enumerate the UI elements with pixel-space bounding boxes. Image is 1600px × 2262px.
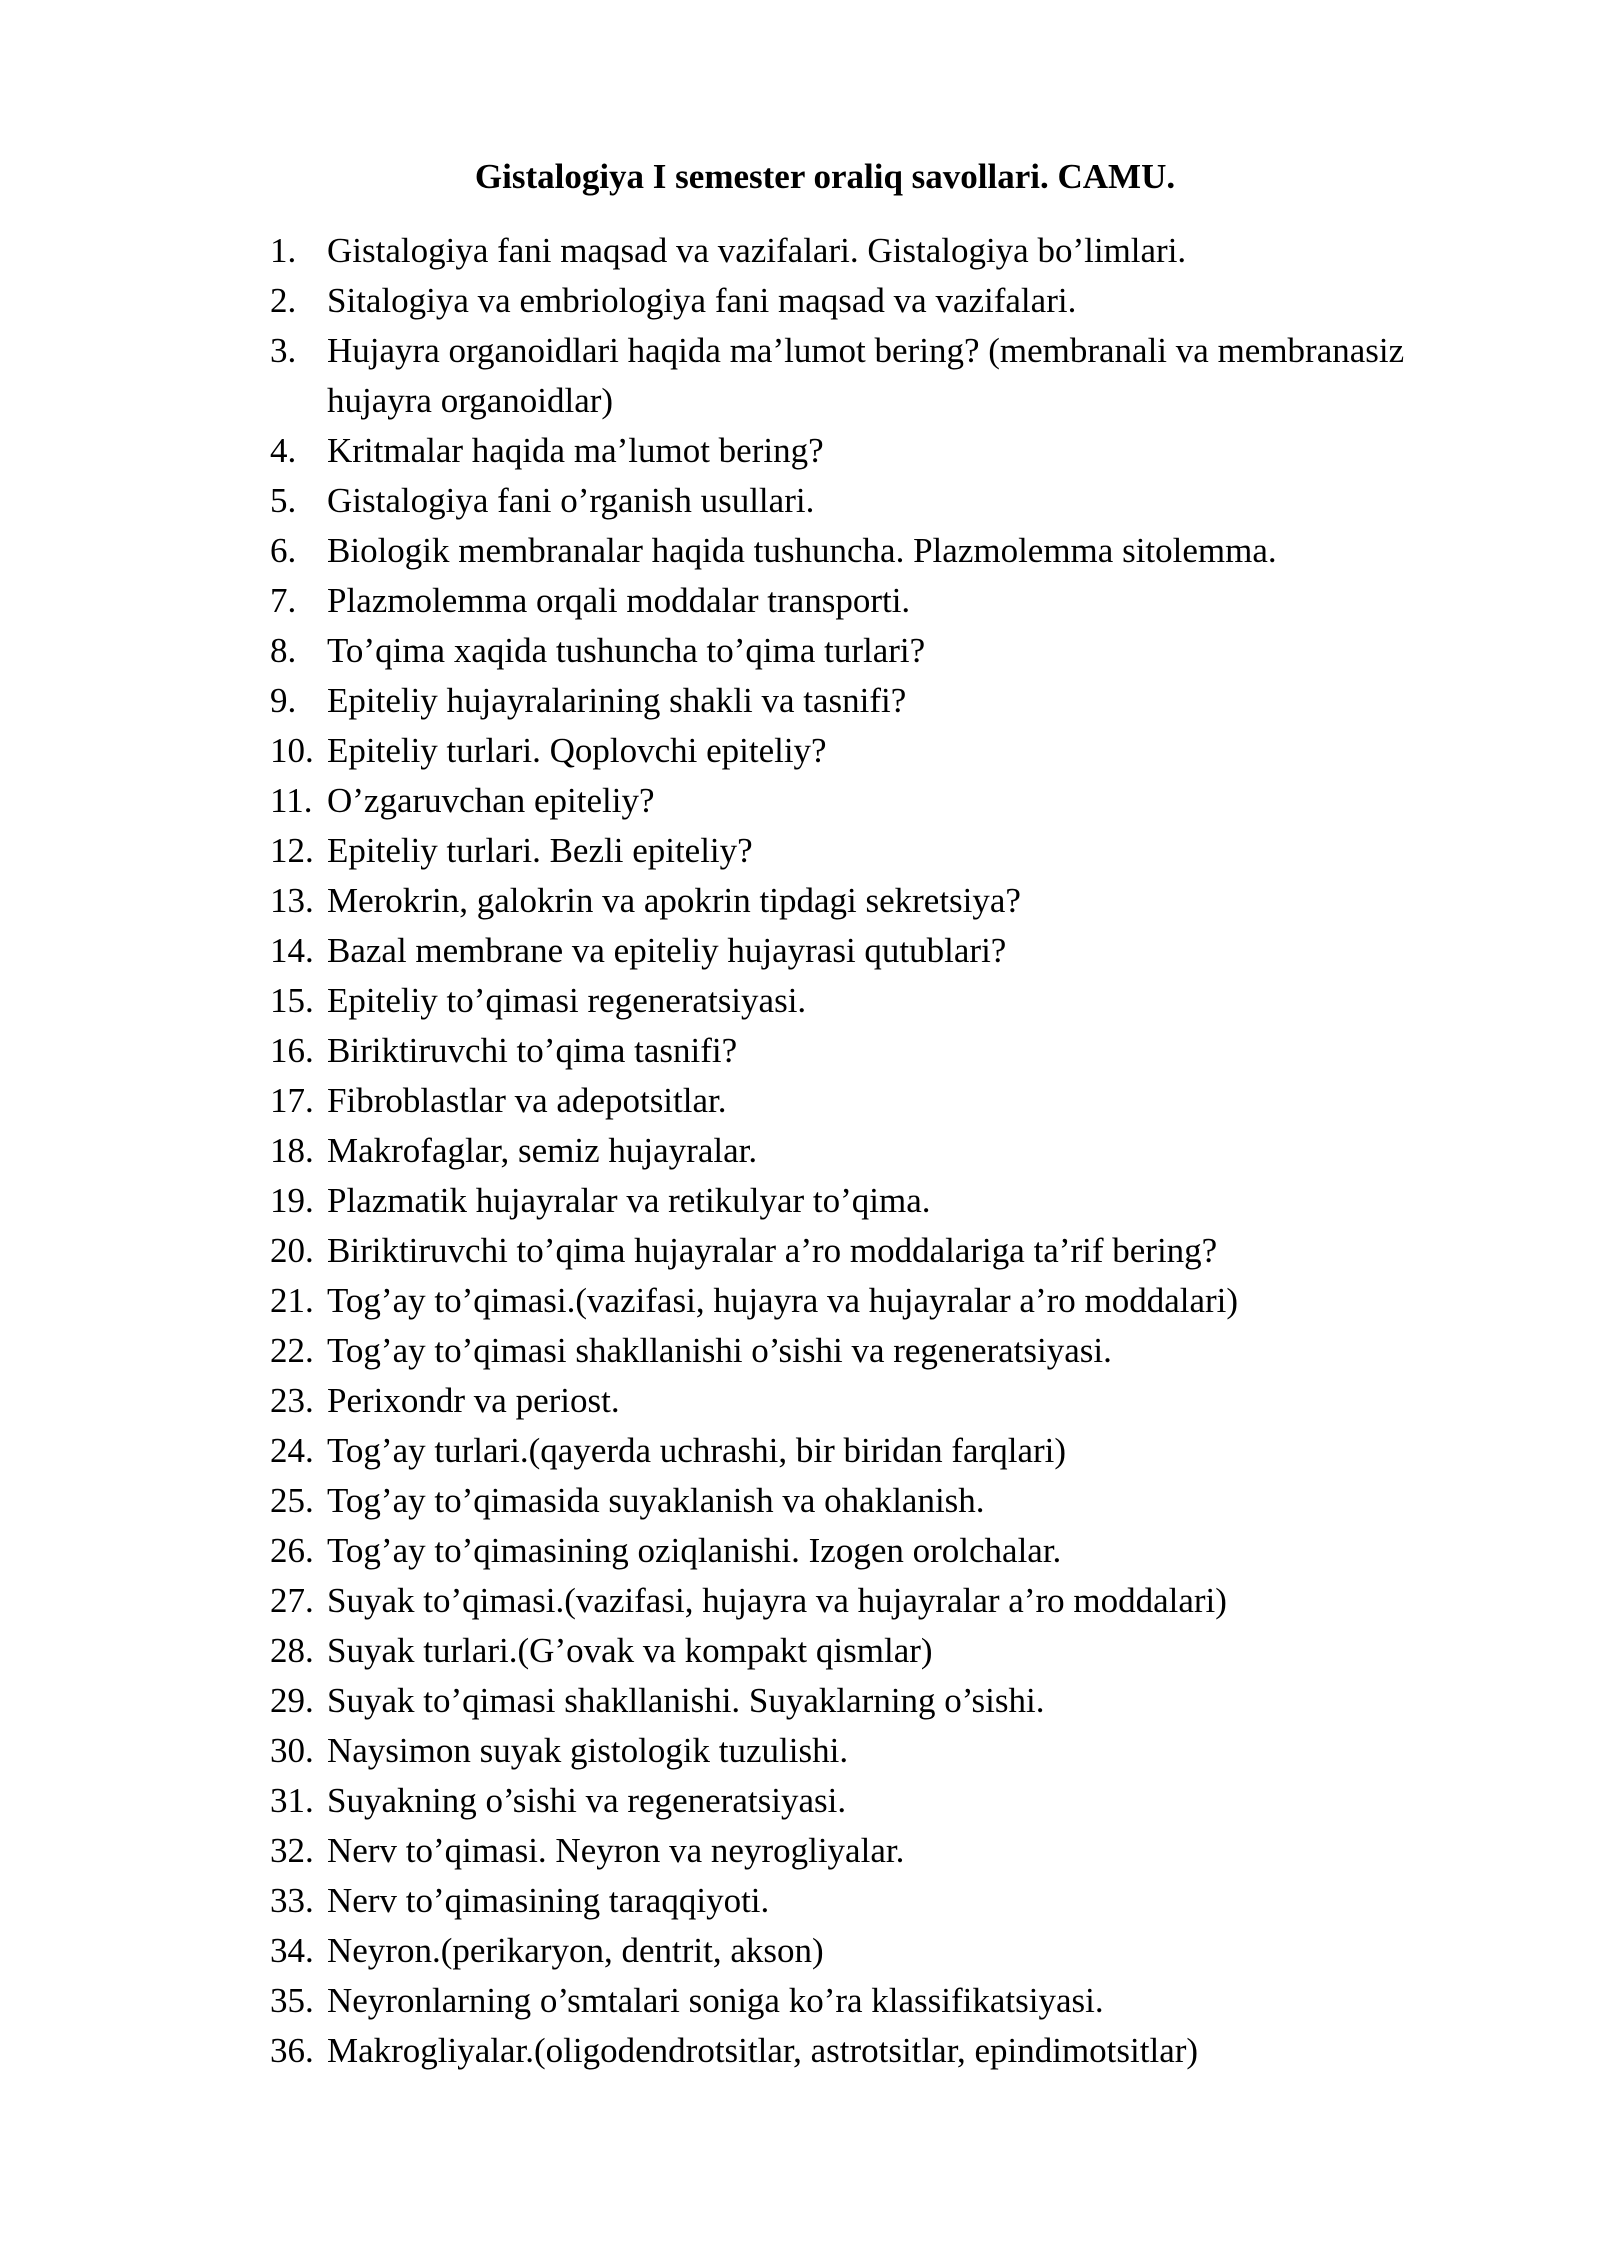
question-text: Hujayra organoidlari haqida ma’lumot bering? (membranali va membranasiz hujayra organoidlar) [327,331,1405,420]
question-number: 21. [270,1281,314,1320]
question-item [270,1176,1510,1226]
question-number: 2. [270,281,297,320]
question-item [270,1826,1510,1876]
question-number: 19. [270,1181,314,1220]
question-item [270,1026,1510,1076]
question-number: 12. [270,831,314,870]
question-number: 31. [270,1781,314,1820]
question-item [270,1276,1510,1326]
question-text: Gistalogiya fani o’rganish usullari. [327,481,815,520]
question-number: 25. [270,1481,314,1520]
question-number: 28. [270,1631,314,1670]
question-item [270,1726,1510,1776]
question-number: 35. [270,1981,314,2020]
question-number: 13. [270,881,314,920]
question-item [270,1326,1510,1376]
question-text: Merokrin, galokrin va apokrin tipdagi sekretsiya? [327,881,1021,920]
question-item [270,1226,1510,1276]
question-number: 1. [270,231,297,270]
question-number: 18. [270,1131,314,1170]
question-number: 27. [270,1581,314,1620]
question-item [270,976,1510,1026]
question-item [270,1476,1510,1526]
question-number: 10. [270,731,314,770]
question-text: Suyak turlari.(G’ovak va kompakt qismlar) [327,1631,933,1670]
question-number: 9. [270,681,297,720]
question-item [270,1876,1510,1926]
question-number: 34. [270,1931,314,1970]
document-title: Gistalogiya I semester oraliq savollari. CAMU. [474,157,1176,196]
question-item [270,1676,1510,1726]
question-number: 14. [270,931,314,970]
question-item [270,476,1510,526]
question-text: Nerv to’qimasi. Neyron va neyrogliyalar. [327,1831,905,1870]
question-number: 5. [270,481,297,520]
question-item [270,526,1510,576]
question-item [270,326,1510,426]
question-number: 36. [270,2031,314,2070]
question-item [270,576,1510,626]
question-text: Fibroblastlar va adepotsitlar. [327,1081,727,1120]
question-text: Kritmalar haqida ma’lumot bering? [327,431,824,470]
question-item [270,2026,1510,2076]
question-number: 8. [270,631,297,670]
question-text: Biologik membranalar haqida tushuncha. Plazmolemma sitolemma. [327,531,1277,570]
question-text: Bazal membrane va epiteliy hujayrasi qutublari? [327,931,1007,970]
question-text: Suyak to’qimasi shakllanishi. Suyaklarning o’sishi. [327,1681,1045,1720]
question-text: Plazmolemma orqali moddalar transporti. [327,581,911,620]
question-item [270,426,1510,476]
question-number: 6. [270,531,297,570]
question-text: Tog’ay to’qimasida suyaklanish va ohaklanish. [327,1481,985,1520]
question-item [270,1926,1510,1976]
question-number: 26. [270,1531,314,1570]
question-item [270,826,1510,876]
question-number: 23. [270,1381,314,1420]
question-text: Epiteliy turlari. Bezli epiteliy? [327,831,753,870]
question-text: Epiteliy turlari. Qoplovchi epiteliy? [327,731,827,770]
question-item [270,626,1510,676]
question-item [270,1626,1510,1676]
question-text: To’qima xaqida tushuncha to’qima turlari? [327,631,926,670]
question-number: 20. [270,1231,314,1270]
question-item [270,226,1510,276]
question-item [270,1776,1510,1826]
question-number: 16. [270,1031,314,1070]
question-number: 32. [270,1831,314,1870]
question-list [270,226,1510,2076]
question-text: Perixondr va periost. [327,1381,620,1420]
question-text: Gistalogiya fani maqsad va vazifalari. Gistalogiya bo’limlari. [327,231,1187,270]
question-text: Makrogliyalar.(oligodendrotsitlar, astrotsitlar, epindimotsitlar) [327,2031,1199,2070]
question-item [270,276,1510,326]
question-text: Nerv to’qimasining taraqqiyoti. [327,1881,770,1920]
question-number: 22. [270,1331,314,1370]
question-text: Plazmatik hujayralar va retikulyar to’qima. [327,1181,931,1220]
question-item [270,1576,1510,1626]
question-number: 3. [270,331,297,370]
question-number: 7. [270,581,297,620]
question-text: Biriktiruvchi to’qima hujayralar a’ro moddalariga ta’rif bering? [327,1231,1218,1270]
question-item [270,926,1510,976]
question-number: 4. [270,431,297,470]
question-text: Sitalogiya va embriologiya fani maqsad va vazifalari. [327,281,1077,320]
question-item [270,1426,1510,1476]
question-text: Epiteliy to’qimasi regeneratsiyasi. [327,981,807,1020]
question-number: 29. [270,1681,314,1720]
question-text: Neyronlarning o’smtalari soniga ko’ra klassifikatsiyasi. [327,1981,1104,2020]
question-text: Tog’ay to’qimasi.(vazifasi, hujayra va hujayralar a’ro moddalari) [327,1281,1239,1320]
question-text: Tog’ay turlari.(qayerda uchrashi, bir biridan farqlari) [327,1431,1067,1470]
question-text: Suyakning o’sishi va regeneratsiyasi. [327,1781,847,1820]
question-number: 17. [270,1081,314,1120]
question-number: 15. [270,981,314,1020]
question-text: Epiteliy hujayralarining shakli va tasnifi? [327,681,907,720]
question-text: Tog’ay to’qimasi shakllanishi o’sishi va regeneratsiyasi. [327,1331,1112,1370]
question-item [270,726,1510,776]
question-text: Naysimon suyak gistologik tuzulishi. [327,1731,849,1770]
question-item [270,1376,1510,1426]
question-text: Neyron.(perikaryon, dentrit, akson) [327,1931,824,1970]
question-number: 24. [270,1431,314,1470]
question-text: O’zgaruvchan epiteliy? [327,781,655,820]
question-item [270,1526,1510,1576]
question-item [270,1076,1510,1126]
question-text: Suyak to’qimasi.(vazifasi, hujayra va hujayralar a’ro moddalari) [327,1581,1227,1620]
question-text: Makrofaglar, semiz hujayralar. [327,1131,758,1170]
question-text: Biriktiruvchi to’qima tasnifi? [327,1031,738,1070]
question-item [270,1976,1510,2026]
question-number: 30. [270,1731,314,1770]
question-item [270,1126,1510,1176]
question-item [270,676,1510,726]
question-item [270,876,1510,926]
question-number: 33. [270,1881,314,1920]
question-item [270,776,1510,826]
question-text: Tog’ay to’qimasining oziqlanishi. Izogen orolchalar. [327,1531,1062,1570]
question-number: 11. [270,781,313,820]
